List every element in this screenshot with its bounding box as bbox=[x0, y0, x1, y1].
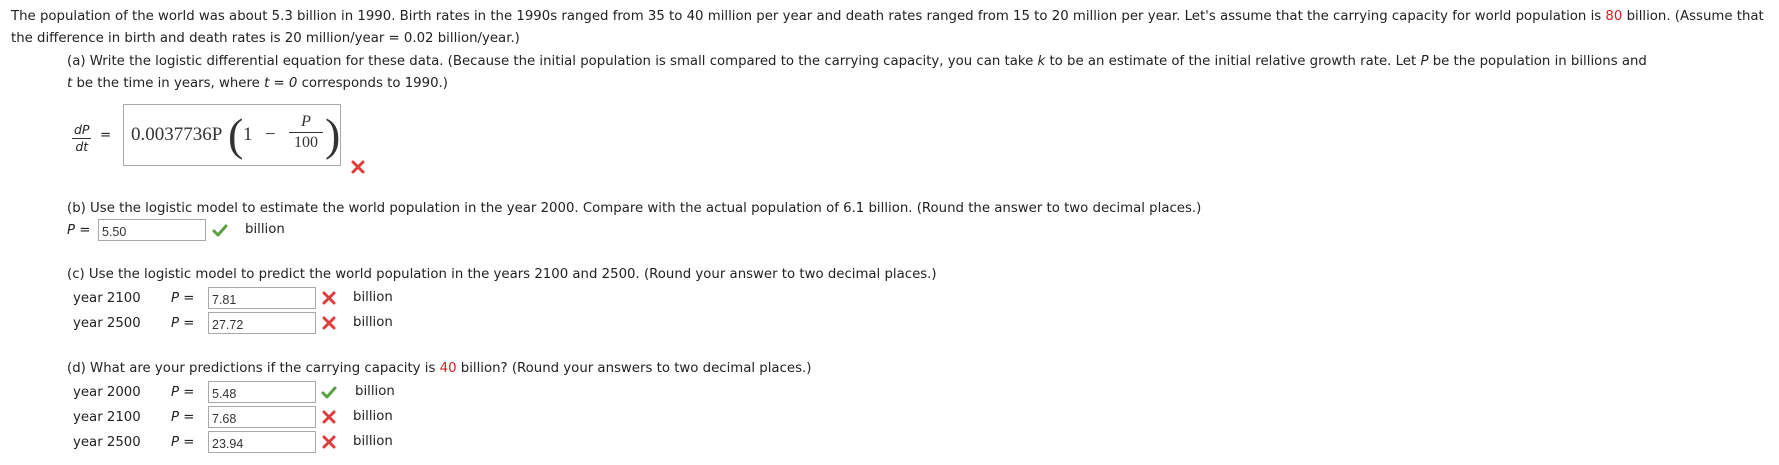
part-c-2500-input[interactable] bbox=[208, 312, 316, 334]
carrying-capacity-value: 80 bbox=[1605, 9, 1623, 24]
part-d-row-2500 bbox=[67, 431, 467, 455]
p-label: P = bbox=[67, 223, 91, 238]
part-a-question: (a) Write the logistic differential equation for these data. (Because the initial population is small compared to the carrying capacity, you can take k to be an estimate of the initial relative growth rate. Let P be the population in billions and t be the time in years, where t = 0 corresponds to 1990.) bbox=[67, 54, 1647, 91]
open-paren: ( bbox=[228, 109, 244, 160]
part-c-question: (c) Use the logistic model to predict the world population in the years 2100 and 2500. (Round your answer to two decimal places.) bbox=[67, 267, 937, 282]
part-d-2500-input[interactable] bbox=[208, 431, 316, 453]
cross-icon bbox=[350, 159, 366, 175]
equals-sign: = bbox=[100, 128, 112, 143]
year-label: year 2100 bbox=[73, 291, 141, 306]
intro-text-cont: billion. (Assume that the difference in birth and death rates is 20 million/year = 0.02 billion/year.) bbox=[11, 9, 1764, 46]
unit-label: billion bbox=[353, 409, 393, 424]
equation-one: 1 bbox=[243, 124, 253, 145]
check-icon bbox=[212, 222, 228, 238]
check-icon bbox=[321, 384, 337, 400]
unit-label: billion bbox=[353, 434, 393, 449]
unit-label: billion bbox=[353, 290, 393, 305]
part-d-question: (d) What are your predictions if the carrying capacity is 40 billion? (Round your answers to two decimal places.) bbox=[67, 361, 812, 376]
year-label: year 2500 bbox=[73, 316, 141, 331]
cross-icon bbox=[321, 434, 337, 450]
carrying-capacity-value: 40 bbox=[439, 361, 457, 376]
part-c-row-2100 bbox=[67, 287, 467, 311]
p-label: P = bbox=[171, 435, 195, 450]
part-c-row-2500 bbox=[67, 312, 467, 336]
part-b-answer-row bbox=[67, 219, 467, 243]
part-c-2100-input[interactable] bbox=[208, 287, 316, 309]
cross-icon bbox=[321, 290, 337, 306]
part-d-2000-input[interactable] bbox=[208, 381, 316, 403]
p-label: P = bbox=[171, 410, 195, 425]
year-label: year 2000 bbox=[73, 385, 141, 400]
part-b-question: (b) Use the logistic model to estimate the world population in the year 2000. Compare with the actual population of 6.1 billion. (Round the answer to two decimal places.) bbox=[67, 201, 1202, 216]
cross-icon bbox=[321, 315, 337, 331]
unit-label: billion bbox=[355, 384, 395, 399]
unit-label: billion bbox=[245, 222, 285, 237]
year-label: year 2100 bbox=[73, 410, 141, 425]
p-label: P = bbox=[171, 316, 195, 331]
year-label: year 2500 bbox=[73, 435, 141, 450]
equation-coefficient: 0.0037736P bbox=[131, 124, 223, 145]
problem-intro bbox=[11, 6, 1771, 50]
part-b-answer-input[interactable] bbox=[98, 219, 206, 241]
part-d-row-2100 bbox=[67, 406, 467, 430]
unit-label: billion bbox=[353, 315, 393, 330]
cross-icon bbox=[321, 409, 337, 425]
equation-answer-box[interactable] bbox=[123, 104, 341, 166]
intro-text: The population of the world was about 5.3 billion in 1990. Birth rates in the 1990s ranged from 35 to 40 million per year and death rates ranged from 15 to 20 million per year. Let's assume that the carrying capacity for world population is bbox=[11, 9, 1606, 24]
close-paren: ) bbox=[325, 109, 341, 160]
derivative-dp-dt: $\frac{dP}{dt}$ bbox=[74, 122, 90, 154]
equation-fraction: $\frac{P}{100}$ bbox=[289, 112, 323, 153]
equation-minus: − bbox=[265, 124, 276, 145]
p-label: P = bbox=[171, 385, 195, 400]
part-d-2100-input[interactable] bbox=[208, 406, 316, 428]
part-d-row-2000 bbox=[67, 381, 467, 405]
p-label: P = bbox=[171, 291, 195, 306]
